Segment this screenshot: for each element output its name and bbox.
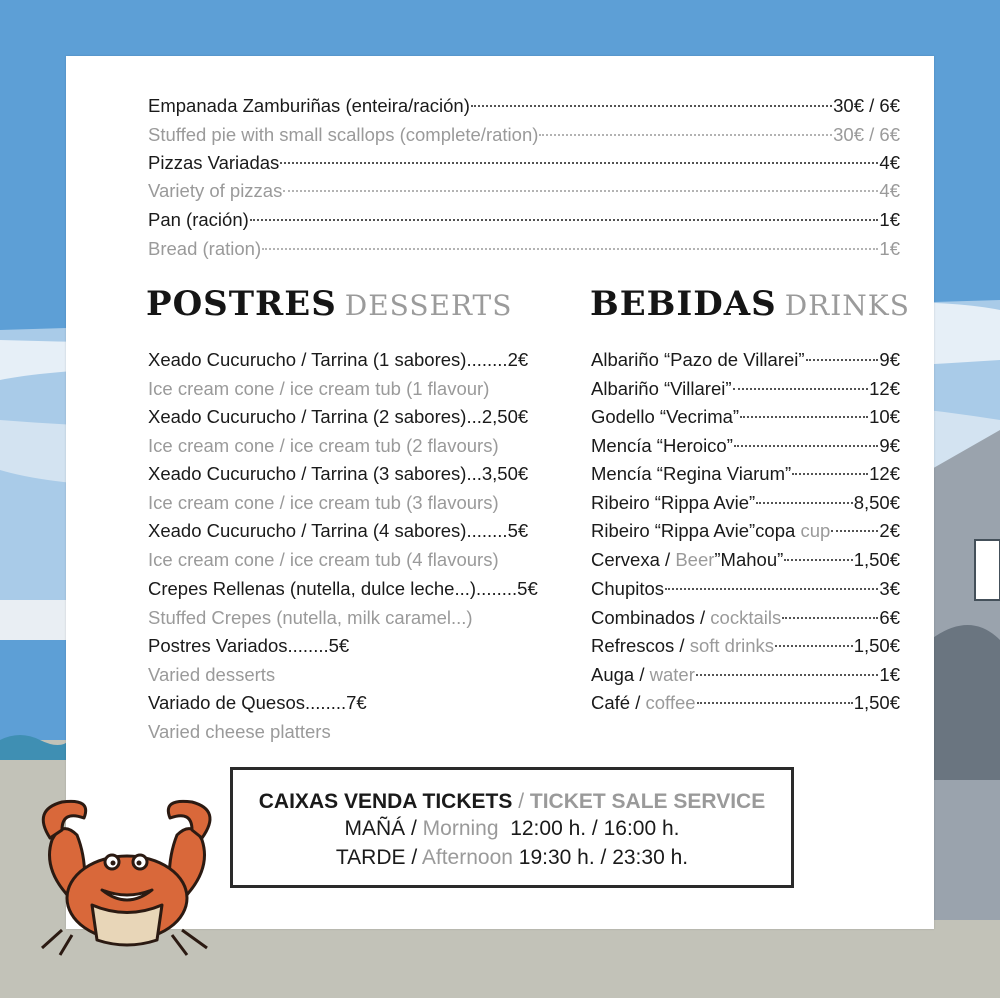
- item-name: Variety of pizzas: [148, 180, 283, 201]
- dessert-item-en: Stuffed Crepes (nutella, milk caramel...): [148, 607, 473, 628]
- drink-item: Albariño “Pazo de Villarei” 9€: [591, 349, 900, 370]
- desserts-heading: [146, 284, 512, 324]
- drinks-title: BEBIDAS: [590, 284, 777, 324]
- dessert-item-en: Ice cream cone / ice cream tub (2 flavours): [148, 435, 499, 456]
- drink-item: Ribeiro “Rippa Avie” 8,50€: [591, 492, 900, 513]
- drinks-heading: [590, 284, 910, 324]
- desserts-title: POSTRES: [146, 284, 337, 324]
- drink-item: Cervexa / Beer ”Mahou” 1,50€: [591, 549, 900, 570]
- dessert-item: Crepes Rellenas (nutella, dulce leche...)........5€: [148, 578, 538, 599]
- item-name: Pizzas Variadas: [148, 152, 280, 173]
- drink-item: Albariño “Villarei” 12€: [591, 378, 900, 399]
- ticket-sale-box: [230, 767, 794, 888]
- crab-illustration-icon: [22, 790, 232, 960]
- drink-item: Mencía “Regina Viarum” 12€: [591, 463, 900, 484]
- drink-item: Refrescos / soft drinks 1,50€: [591, 635, 900, 656]
- dessert-item-en: Ice cream cone / ice cream tub (1 flavour): [148, 378, 490, 399]
- menu-item-bread: [148, 206, 900, 234]
- drink-item: Combinados / cocktails 6€: [591, 607, 900, 628]
- menu-item-empanada: [148, 92, 900, 120]
- item-name: Empanada Zamburiñas (enteira/ración): [148, 95, 470, 116]
- drink-item: Auga / water 1€: [591, 664, 900, 685]
- dessert-item-en: Varied desserts: [148, 664, 276, 685]
- ticket-title: CAIXAS VENDA TICKETS / TICKET SALE SERVICE: [258, 790, 766, 813]
- drink-item: Chupitos 3€: [591, 578, 900, 599]
- dessert-item: Xeado Cucurucho / Tarrina (4 sabores)........5€: [148, 520, 529, 541]
- item-price: 30€ / 6€: [833, 95, 900, 116]
- ticket-morning-hours: MAÑÁ / Morning 12:00 h. / 16:00 h.: [344, 817, 680, 840]
- ticket-afternoon-hours: TARDE / Afternoon 19:30 h. / 23:30 h.: [335, 846, 689, 869]
- menu-item-empanada-en: [148, 121, 900, 149]
- drinks-title-en: DRINKS: [784, 289, 910, 322]
- dessert-item-en: Ice cream cone / ice cream tub (3 flavours): [148, 492, 499, 513]
- dessert-item: Postres Variados........5€: [148, 635, 350, 656]
- drink-item: Godello “Vecrima” 10€: [591, 406, 900, 427]
- dessert-item: Xeado Cucurucho / Tarrina (3 sabores)...3,50€: [148, 463, 529, 484]
- dessert-item-en: Ice cream cone / ice cream tub (4 flavours): [148, 549, 499, 570]
- item-name: Bread (ration): [148, 238, 262, 259]
- dessert-item: Variado de Quesos........7€: [148, 692, 367, 713]
- drink-item: Mencía “Heroico” 9€: [591, 435, 900, 456]
- item-price: 4€: [879, 152, 900, 173]
- item-name: Stuffed pie with small scallops (complete/ration): [148, 124, 539, 145]
- menu-item-pizzas-en: [148, 177, 900, 205]
- dessert-item: Xeado Cucurucho / Tarrina (1 sabores)........2€: [148, 349, 529, 370]
- item-price: 1€: [879, 209, 900, 230]
- item-price: 1€: [879, 238, 900, 259]
- drink-item: Café / coffee 1,50€: [591, 692, 900, 713]
- item-name: Pan (ración): [148, 209, 249, 230]
- dessert-item-en: Varied cheese platters: [148, 721, 331, 742]
- menu-item-pizzas: [148, 149, 900, 177]
- item-price: 30€ / 6€: [833, 124, 900, 145]
- item-price: 4€: [879, 180, 900, 201]
- menu-item-bread-en: [148, 235, 900, 263]
- drink-item: Ribeiro “Rippa Avie”copa cup 2€: [591, 520, 900, 541]
- desserts-title-en: DESSERTS: [344, 289, 513, 322]
- dessert-item: Xeado Cucurucho / Tarrina (2 sabores)...2,50€: [148, 406, 529, 427]
